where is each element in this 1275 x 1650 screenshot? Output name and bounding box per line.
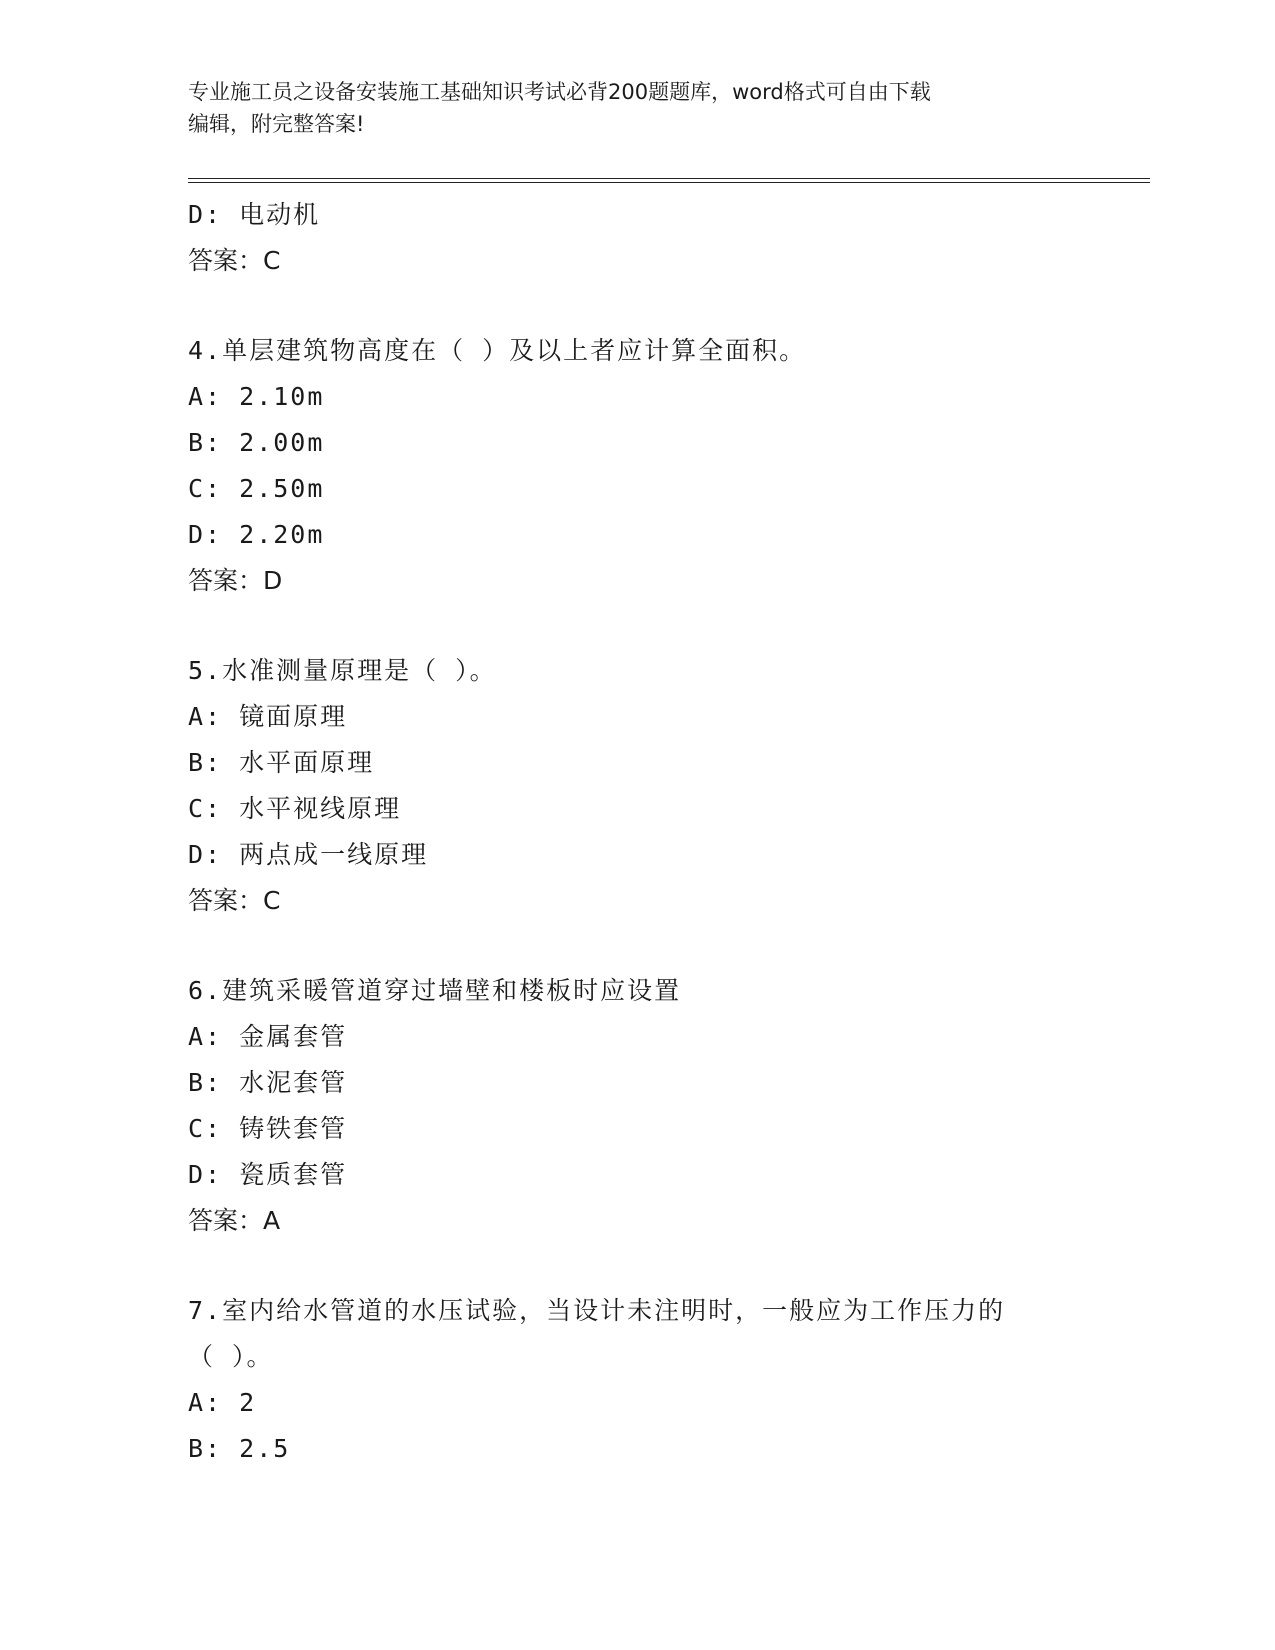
- q6-answer: 答案：A: [188, 1206, 281, 1235]
- q7-option-a: A: 2: [188, 1388, 257, 1417]
- q6-option-d: D: 瓷质套管: [188, 1160, 348, 1189]
- q6-question: 6.建筑采暖管道穿过墙壁和楼板时应设置: [188, 976, 682, 1005]
- q4-option-d: D: 2.20m: [188, 520, 325, 549]
- q3-answer: 答案：C: [188, 246, 281, 275]
- q5-option-d: D: 两点成一线原理: [188, 840, 429, 869]
- q5-question: 5.水准测量原理是（ ）。: [188, 656, 497, 685]
- q4-answer: 答案：D: [188, 566, 283, 595]
- page-header: [188, 76, 1068, 140]
- header-rule-top: [188, 178, 1150, 179]
- q6-option-c: C: 铸铁套管: [188, 1114, 348, 1143]
- q6-option-a: A: 金属套管: [188, 1022, 348, 1051]
- q5-answer: 答案：C: [188, 886, 281, 915]
- q7-question-line2: （ ）。: [188, 1342, 274, 1371]
- q5-option-c: C: 水平视线原理: [188, 794, 402, 823]
- q5-option-a: A: 镜面原理: [188, 702, 348, 731]
- q3-option-d: D: 电动机: [188, 200, 321, 229]
- q4-option-a: A: 2.10m: [188, 382, 325, 411]
- header-rule-bottom: [188, 182, 1150, 183]
- q6-option-b: B: 水泥套管: [188, 1068, 348, 1097]
- header-title-line1: 专业施工员之设备安装施工基础知识考试必背200题题库，word格式可自由下载: [188, 80, 931, 104]
- q4-option-c: C: 2.50m: [188, 474, 325, 503]
- q5-option-b: B: 水平面原理: [188, 748, 375, 777]
- q7-question-line1: 7.室内给水管道的水压试验，当设计未注明时，一般应为工作压力的: [188, 1296, 1006, 1325]
- q7-option-b: B: 2.5: [188, 1434, 291, 1463]
- q4-option-b: B: 2.00m: [188, 428, 325, 457]
- question-list: [188, 192, 1088, 1472]
- q4-question: 4.单层建筑物高度在（ ）及以上者应计算全面积。: [188, 336, 807, 365]
- header-title-line2: 编辑，附完整答案!: [188, 112, 365, 136]
